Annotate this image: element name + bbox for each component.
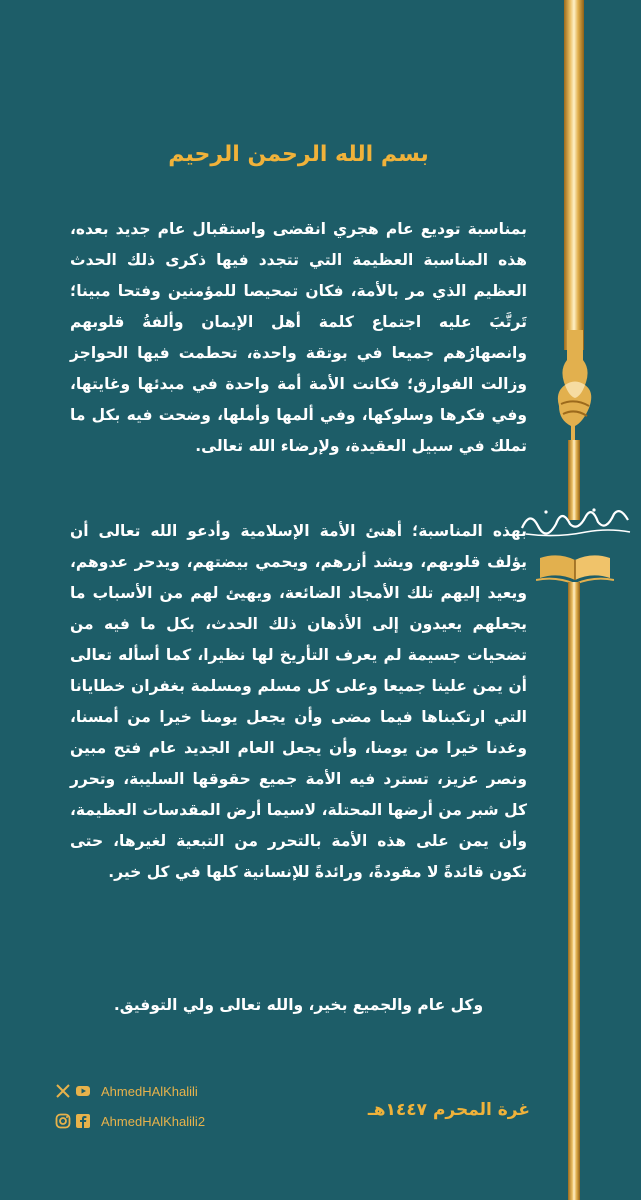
- gold-ribbon-top: [564, 0, 584, 350]
- gold-ribbon-bottom: [568, 582, 580, 1200]
- paragraph-2: بهذه المناسبة؛ أهنئ الأمة الإسلامية وأدعو الله تعالى أن يؤلف قلوبهم، ويشد أزرهم، ويحمي بيضتهم، ويدحر عدوهم، ويعيد إليهم تلك الأمجاد الضائعة، ويهيئ لهم من الأسباب ما يجعلهم يعيدون إلى الأذهان ذلك الحدث، بكل ما فيه من تضحيات جسيمة لم يعرف التأريخ لها نظيرا، كما أسأله تعالى أن يمن علينا جميعا وعلى كل مسلم ومسلمة بغفران خطايانا التي ارتكبناها فيما مضى وأن يجعل يومنا خيرا من أمسنا، وغدنا خيرا من يومنا، وأن يجعل العام الجديد عام فتح مبين ونصر عزيز، تسترد فيه الأمة جميع حقوقها السليبة، وتحرر كل شبر من أرضها المحتلة، لاسيما أرض المقدسات العظيمة، وأن يمن على هذه الأمة بالتحرر من التبعية لغيرها، حتى تكون قائدةً لا مقودةً، ورائدةً للإنسانية كلها في كل خير.: [70, 522, 527, 881]
- hijri-date: غرة المحرم ١٤٤٧هـ: [367, 1100, 530, 1120]
- clasped-hands-icon: [545, 330, 605, 450]
- social-links: [55, 1080, 275, 1140]
- calligraphic-signature: [516, 498, 636, 542]
- open-book-icon: [536, 550, 614, 586]
- social-row-instagram-facebook[interactable]: [55, 1110, 275, 1132]
- closing-line: وكل عام والجميع بخير، والله تعالى ولي التوفيق.: [113, 996, 484, 1014]
- instagram-icon[interactable]: [55, 1113, 71, 1129]
- social-handle-1[interactable]: AhmedHAlKhalili: [101, 1083, 198, 1099]
- x-icon[interactable]: [55, 1083, 71, 1099]
- paragraph-1: بمناسبة توديع عام هجري انقضى واستقبال عام جديد بعده، هذه المناسبة العظيمة التي تتجدد فيها ذكرى ذلك الحدث العظيم الذي مر بالأمة، فكان تمحيصا للمؤمنين وفتحا مبينا؛ تَرتَّبَ عليه اجتماع كلمة أهل الإيمان وألفةُ قلوبهم وانصهارُهم جميعا في بوتقة واحدة، تحطمت فيها الحواجز وزالت الفوارق؛ فكانت الأمة أمة واحدة في مبدئها وغايتها، وفي فكرها وسلوكها، وفي ألمها وأملها، وضحت فيه بكل ما تملك في سبيل العقيدة، ولإرضاء الله تعالى.: [70, 220, 527, 455]
- page-title: بسم الله الرحمن الرحيم: [168, 142, 429, 167]
- social-row-x-youtube[interactable]: [55, 1080, 275, 1102]
- youtube-icon[interactable]: [75, 1083, 91, 1099]
- social-handle-2[interactable]: AhmedHAlKhalili2: [101, 1113, 206, 1129]
- facebook-icon[interactable]: [75, 1113, 91, 1129]
